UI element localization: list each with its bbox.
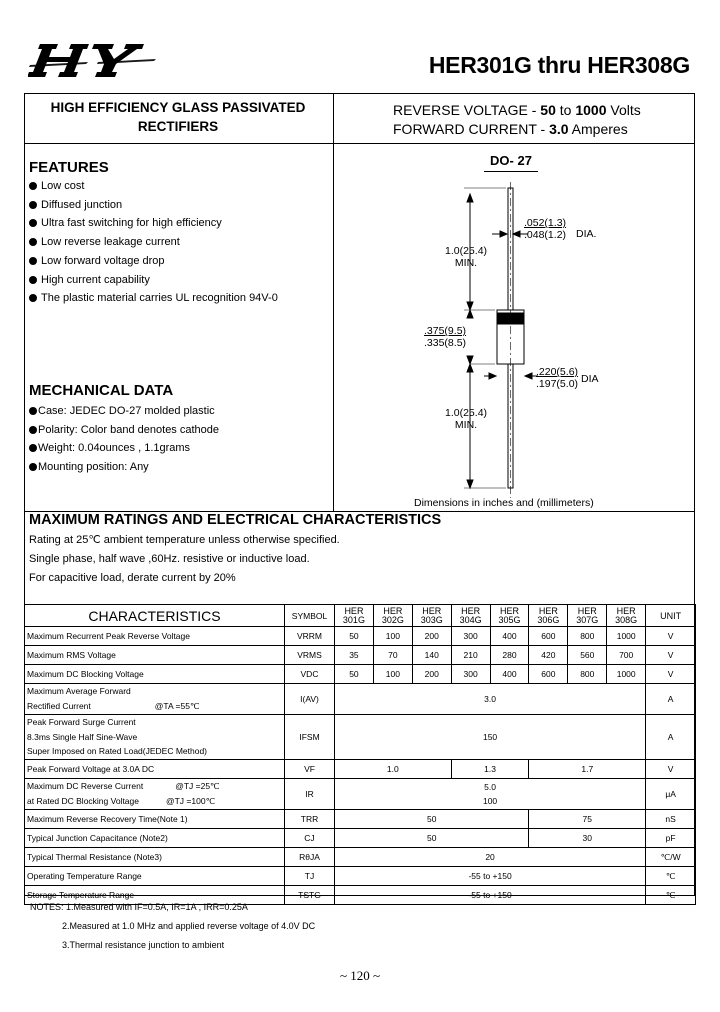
table-cell: Maximum Reverse Recovery Time(Note 1) bbox=[25, 810, 285, 829]
table-cell: 1000 bbox=[607, 665, 646, 684]
forward-current-line: FORWARD CURRENT - 3.0 Amperes bbox=[393, 121, 628, 137]
table-cell: Storage Temperature Range bbox=[25, 886, 285, 905]
table-cell: ℃ bbox=[646, 886, 696, 905]
table-row bbox=[25, 627, 696, 646]
table-cell: 280 bbox=[490, 646, 529, 665]
table-row bbox=[25, 810, 696, 829]
page-number: ~ 120 ~ bbox=[339, 968, 381, 983]
table-row bbox=[25, 867, 696, 886]
table-cell: Operating Temperature Range bbox=[25, 867, 285, 886]
table-cell: nS bbox=[646, 810, 696, 829]
dia-label-2: DIA bbox=[581, 373, 599, 385]
table-cell: ℃ bbox=[646, 867, 696, 886]
table-cell: 50 bbox=[335, 829, 529, 848]
table-cell: 210 bbox=[451, 646, 490, 665]
table-cell: 3.0 bbox=[335, 684, 646, 715]
list-item: Low reverse leakage current bbox=[29, 233, 278, 252]
table-cell: Maximum DC Blocking Voltage bbox=[25, 665, 285, 684]
voltage-current-summary bbox=[393, 101, 641, 139]
table-cell: ℃/W bbox=[646, 848, 696, 867]
dia-label: DIA. bbox=[576, 228, 597, 240]
table-header-row bbox=[25, 605, 696, 627]
column-header: HER 304G bbox=[451, 605, 490, 627]
table-cell: VRRM bbox=[285, 627, 335, 646]
table-cell: V bbox=[646, 760, 696, 779]
table-cell: A bbox=[646, 715, 696, 760]
body-diameter-dim: .220(5.6) .197(5.0) bbox=[536, 366, 579, 390]
column-header: HER 305G bbox=[490, 605, 529, 627]
list-item: Weight: 0.04ounces , 1.1grams bbox=[29, 439, 219, 458]
description-line-2: RECTIFIERS bbox=[137, 119, 219, 134]
list-item: The plastic material carries UL recognition 94V-0 bbox=[29, 289, 278, 308]
list-item: Mounting position: Any bbox=[29, 458, 219, 477]
table-cell: Peak Forward Voltage at 3.0A DC bbox=[25, 760, 285, 779]
table-cell: V bbox=[646, 665, 696, 684]
table-cell: -55 to +150 bbox=[335, 867, 646, 886]
table-cell: 50 bbox=[335, 810, 529, 829]
device-description bbox=[28, 98, 328, 136]
list-item: Diffused junction bbox=[29, 196, 278, 215]
table-cell: 700 bbox=[607, 646, 646, 665]
list-item: Ultra fast switching for high efficiency bbox=[29, 214, 278, 233]
description-line-1: HIGH EFFICIENCY GLASS PASSIVATED bbox=[50, 100, 306, 115]
table-cell: 300 bbox=[451, 627, 490, 646]
reverse-voltage-line: REVERSE VOLTAGE - 50 to 1000 Volts bbox=[393, 102, 641, 118]
features-list bbox=[29, 177, 278, 308]
ratings-heading: MAXIMUM RATINGS AND ELECTRICAL CHARACTERISTICS bbox=[29, 512, 442, 528]
table-row bbox=[25, 665, 696, 684]
table-cell: VDC bbox=[285, 665, 335, 684]
table-cell: 100 bbox=[373, 627, 412, 646]
table-row bbox=[25, 684, 696, 715]
table-cell: 5.0 100 bbox=[335, 779, 646, 810]
list-item: Polarity: Color band denotes cathode bbox=[29, 421, 219, 440]
list-item: Low forward voltage drop bbox=[29, 252, 278, 271]
table-cell: 400 bbox=[490, 627, 529, 646]
column-divider bbox=[333, 93, 334, 511]
table-cell: 100 bbox=[373, 665, 412, 684]
table-row bbox=[25, 760, 696, 779]
column-header: HER 302G bbox=[373, 605, 412, 627]
list-item: Case: JEDEC DO-27 molded plastic bbox=[29, 402, 219, 421]
list-item: High current capability bbox=[29, 271, 278, 290]
table-cell: 35 bbox=[335, 646, 374, 665]
table-row bbox=[25, 848, 696, 867]
table-cell: 600 bbox=[529, 627, 568, 646]
table-cell: 1000 bbox=[607, 627, 646, 646]
lead-diameter-dim: .052(1.3) .048(1.2) bbox=[524, 217, 567, 241]
package-name: DO- 27 bbox=[484, 153, 538, 172]
table-cell: VRMS bbox=[285, 646, 335, 665]
list-item: Low cost bbox=[29, 177, 278, 196]
table-cell: Typical Junction Capacitance (Note2) bbox=[25, 829, 285, 848]
table-cell: V bbox=[646, 627, 696, 646]
table-cell: A bbox=[646, 684, 696, 715]
table-cell: 300 bbox=[451, 665, 490, 684]
column-header: UNIT bbox=[646, 605, 696, 627]
table-cell: 1.3 bbox=[451, 760, 529, 779]
table-cell: 50 bbox=[335, 665, 374, 684]
table-cell: 20 bbox=[335, 848, 646, 867]
company-logo bbox=[28, 40, 158, 80]
table-cell: -55 to +150 bbox=[335, 886, 646, 905]
characteristics-table bbox=[24, 604, 696, 905]
column-header: HER 308G bbox=[607, 605, 646, 627]
table-cell: 200 bbox=[412, 627, 451, 646]
table-cell: TRR bbox=[285, 810, 335, 829]
table-cell: TSTG bbox=[285, 886, 335, 905]
table-cell: 400 bbox=[490, 665, 529, 684]
table-cell: 140 bbox=[412, 646, 451, 665]
column-header: HER 303G bbox=[412, 605, 451, 627]
table-cell: μA bbox=[646, 779, 696, 810]
table-cell: 600 bbox=[529, 665, 568, 684]
table-cell: 1.0 bbox=[335, 760, 452, 779]
table-cell: I(AV) bbox=[285, 684, 335, 715]
table-cell: Peak Forward Surge Current 8.3ms Single Half Sine-Wave Super Imposed on Rated Load(JEDEC Method) bbox=[25, 715, 285, 760]
table-cell: 1.7 bbox=[529, 760, 646, 779]
mechanical-heading: MECHANICAL DATA bbox=[29, 382, 174, 399]
table-cell: 75 bbox=[529, 810, 646, 829]
table-cell: Maximum Average Forward Rectified Current @TA =55℃ bbox=[25, 684, 285, 715]
table-cell: TJ bbox=[285, 867, 335, 886]
table-row bbox=[25, 779, 696, 810]
column-header: SYMBOL bbox=[285, 605, 335, 627]
body-length-dim: .375(9.5) .335(8.5) bbox=[424, 325, 467, 349]
table-cell: 70 bbox=[373, 646, 412, 665]
part-number-title: HER301G thru HER308G bbox=[428, 52, 690, 78]
table-cell: 560 bbox=[568, 646, 607, 665]
features-heading: FEATURES bbox=[29, 159, 109, 176]
table-cell: 200 bbox=[412, 665, 451, 684]
table-row bbox=[25, 829, 696, 848]
column-header: HER 301G bbox=[335, 605, 374, 627]
table-cell: Maximum Recurrent Peak Reverse Voltage bbox=[25, 627, 285, 646]
table-cell: 150 bbox=[335, 715, 646, 760]
table-cell: VF bbox=[285, 760, 335, 779]
footnotes: NOTES: 1.Measured with IF=0.5A, IR=1A , IRR=0.25A 2.Measured at 1.0 MHz and applied reverse voltage of 4.0V DC 3.Thermal resistance junction to ambient bbox=[30, 902, 316, 950]
column-header: HER 307G bbox=[568, 605, 607, 627]
divider bbox=[24, 143, 695, 144]
column-header: CHARACTERISTICS bbox=[25, 605, 285, 627]
dimensions-caption: Dimensions in inches and (millimeters) bbox=[414, 497, 594, 509]
table-cell: RθJA bbox=[285, 848, 335, 867]
table-row bbox=[25, 715, 696, 760]
top-lead-length-dim: 1.0(25.4) MIN. bbox=[445, 245, 488, 269]
table-cell: 420 bbox=[529, 646, 568, 665]
table-cell: 50 bbox=[335, 627, 374, 646]
table-cell: V bbox=[646, 646, 696, 665]
table-cell: Maximum RMS Voltage bbox=[25, 646, 285, 665]
ratings-notes: Rating at 25℃ ambient temperature unless otherwise specified. Single phase, half wave ,60Hz. resistive or inductive load. For capacitive load, derate current by 20% bbox=[29, 534, 340, 584]
table-cell: pF bbox=[646, 829, 696, 848]
table-cell: Typical Thermal Resistance (Note3) bbox=[25, 848, 285, 867]
table-cell: 30 bbox=[529, 829, 646, 848]
table-cell: 800 bbox=[568, 627, 607, 646]
table-cell: Maximum DC Reverse Current @TJ =25℃ at Rated DC Blocking Voltage @TJ =100℃ bbox=[25, 779, 285, 810]
mechanical-list bbox=[29, 402, 219, 477]
table-cell: CJ bbox=[285, 829, 335, 848]
bottom-lead-length-dim: 1.0(25.4) MIN. bbox=[445, 407, 488, 431]
table-row bbox=[25, 646, 696, 665]
table-cell: IFSM bbox=[285, 715, 335, 760]
table-cell: IR bbox=[285, 779, 335, 810]
column-header: HER 306G bbox=[529, 605, 568, 627]
table-cell: 800 bbox=[568, 665, 607, 684]
